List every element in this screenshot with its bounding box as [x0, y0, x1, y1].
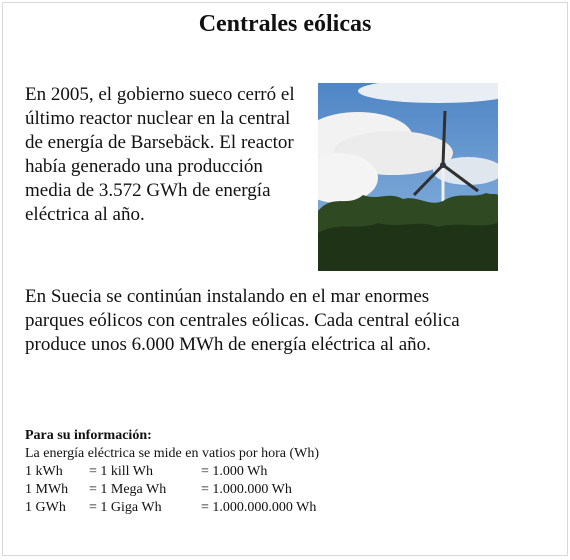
- unit-label: 1 kWh: [25, 464, 63, 479]
- unit-value: = 1.000.000 Wh: [201, 482, 292, 497]
- conversion-row: [25, 481, 319, 499]
- unit-value: = 1.000.000.000 Wh: [201, 500, 317, 515]
- page-title: Centrales eólicas: [198, 11, 372, 37]
- intro-paragraph: En 2005, el gobierno sueco cerró el último reactor nuclear en la central de energía de Barsebäck. El reactor había generado una producción media de 3.572 GWh de energía eléctrica al año.: [25, 84, 295, 225]
- wind-turbine-image: [318, 83, 498, 271]
- second-paragraph: En Suecia se continúan instalando en el mar enormes parques eólicos con centrales eólicas. Cada central eólica produce unos 6.000 MWh de energía eléctrica al año.: [25, 286, 460, 355]
- info-box: [25, 427, 319, 517]
- unit-label: 1 GWh: [25, 500, 66, 515]
- unit-name: = 1 Giga Wh: [89, 500, 162, 515]
- unit-name: = 1 Mega Wh: [89, 482, 167, 497]
- info-heading: Para su información:: [25, 428, 152, 443]
- unit-value: = 1.000 Wh: [201, 464, 268, 479]
- unit-name: = 1 kill Wh: [89, 464, 154, 479]
- conversion-row: [25, 499, 319, 517]
- wind-turbine-photo: [318, 83, 498, 271]
- unit-label: 1 MWh: [25, 482, 69, 497]
- document-page: [2, 2, 568, 556]
- conversion-row: [25, 463, 319, 481]
- info-subheading: La energía eléctrica se mide en vatios por hora (Wh): [25, 446, 319, 461]
